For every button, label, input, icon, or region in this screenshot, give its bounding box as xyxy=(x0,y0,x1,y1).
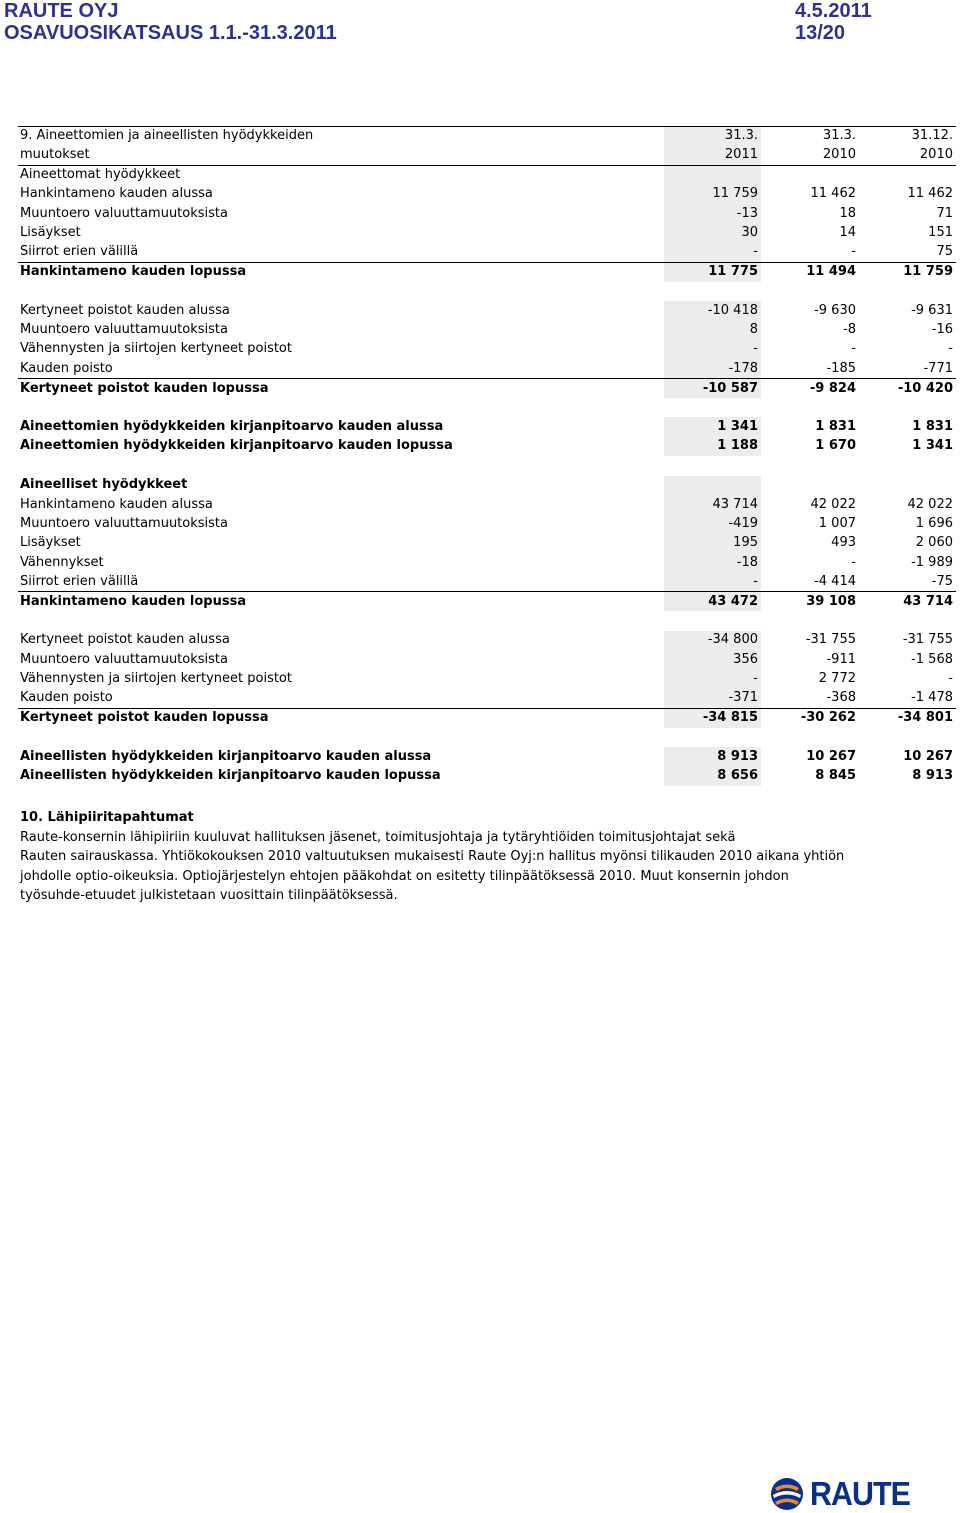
value-cell-col3: 10 267 xyxy=(903,748,953,764)
value-cell-col2: 39 108 xyxy=(806,593,856,609)
row-label: Kauden poisto xyxy=(18,689,664,708)
value-cell-col2 xyxy=(761,398,859,417)
value-cell-col2: 2010 xyxy=(761,146,859,165)
row-label: Aineettomien hyödykkeiden kirjanpitoarvo kauden lopussa xyxy=(20,438,453,454)
value-cell-col1: 31.3. xyxy=(664,127,761,146)
value-cell-col3: -75 xyxy=(859,572,956,591)
report-date: 4.5.2011 xyxy=(795,0,872,22)
value-cell-col1 xyxy=(664,456,761,475)
raute-globe-icon xyxy=(770,1477,804,1511)
spacer-row xyxy=(18,398,956,417)
table-row xyxy=(18,689,956,708)
value-cell-col3 xyxy=(859,456,956,475)
value-cell-col3 xyxy=(859,282,956,301)
value-cell-col1: 1 341 xyxy=(664,417,761,436)
table-row xyxy=(18,359,956,378)
value-cell-col2: -30 262 xyxy=(800,710,856,726)
value-cell-col3: -16 xyxy=(931,322,953,338)
row-label: Muuntoero valuuttamuutoksista xyxy=(20,322,228,338)
row-label: Hankintameno kauden alussa xyxy=(20,496,213,512)
value-cell-col2: -31 755 xyxy=(805,632,856,648)
row-label: Aineettomat hyödykkeet xyxy=(20,167,181,183)
related-parties-heading: 10. Lähipiiritapahtumat xyxy=(20,810,194,825)
row-label: Aineelliset hyödykkeet xyxy=(20,477,188,493)
raute-logo xyxy=(770,1477,910,1511)
value-cell-col3: 1 341 xyxy=(912,438,953,454)
value-cell-col2: - xyxy=(851,554,856,570)
value-cell-col3: 11 759 xyxy=(903,264,953,280)
table-row xyxy=(18,553,956,572)
related-parties-section xyxy=(20,808,900,906)
spacer-row xyxy=(18,282,956,301)
value-cell-col3: 11 462 xyxy=(907,186,953,202)
row-label: Vähennysten ja siirtojen kertyneet poistot xyxy=(20,671,292,687)
value-cell-col2: 18 xyxy=(839,205,856,221)
value-cell-col2: 8 845 xyxy=(815,768,856,784)
value-cell-col2 xyxy=(761,476,859,495)
value-cell-col1 xyxy=(664,611,761,630)
value-cell-col2: 11 494 xyxy=(806,264,856,280)
value-cell-col1: 30 xyxy=(664,223,761,242)
value-cell-col1: 356 xyxy=(664,650,761,669)
row-label: Hankintameno kauden lopussa xyxy=(20,593,247,609)
value-cell-col1: 195 xyxy=(664,534,761,553)
value-cell-col3 xyxy=(859,476,956,495)
row-label: Lisäykset xyxy=(20,535,81,551)
row-label xyxy=(18,611,664,630)
row-label: Muuntoero valuuttamuutoksista xyxy=(20,516,228,531)
row-label: Aineellisten hyödykkeiden kirjanpitoarvo kauden alussa xyxy=(20,748,432,764)
value-cell-col3: -9 631 xyxy=(911,302,953,318)
value-cell-col3: - xyxy=(948,341,953,357)
value-cell-col1 xyxy=(664,282,761,301)
row-label: Kertyneet poistot kauden lopussa xyxy=(20,710,269,726)
row-label: Hankintameno kauden alussa xyxy=(20,186,213,202)
value-cell-col2: 14 xyxy=(839,225,856,241)
value-cell-col1: -13 xyxy=(664,204,761,223)
table-row xyxy=(18,514,956,533)
value-cell-col1: 8 656 xyxy=(664,766,761,785)
value-cell-col2: -4 414 xyxy=(761,572,859,591)
row-label: Siirrot erien välillä xyxy=(18,572,664,591)
value-cell-col3: 1 696 xyxy=(915,516,953,531)
row-label xyxy=(18,282,664,301)
value-cell-col2: -9 824 xyxy=(809,380,856,396)
row-label xyxy=(18,728,664,747)
table-row xyxy=(18,204,956,223)
value-cell-col2: 11 462 xyxy=(810,186,856,202)
value-cell-col1 xyxy=(664,165,761,184)
section-heading-row xyxy=(18,165,956,184)
related-parties-line: Raute-konsernin lähipiiriin kuuluvat hallituksen jäsenet, toimitusjohtaja ja tytäryhtiöiden toimitusjohtajat sekä xyxy=(20,829,736,845)
table-row xyxy=(18,223,956,242)
value-cell-col3: 42 022 xyxy=(907,496,953,512)
company-name: RAUTE OYJ xyxy=(4,0,119,22)
asset-changes-table xyxy=(18,126,956,786)
page-number: 13/20 xyxy=(795,22,846,44)
table-header-row xyxy=(18,146,956,165)
logo-wordmark: RAUTE xyxy=(810,1475,910,1512)
value-cell-col2: 42 022 xyxy=(810,496,856,512)
value-cell-col3: -10 420 xyxy=(897,380,953,396)
row-label: Aineettomien hyödykkeiden kirjanpitoarvo kauden alussa xyxy=(20,419,444,435)
row-label: Kauden poisto xyxy=(18,359,664,378)
value-cell-col1: -34 800 xyxy=(664,631,761,650)
value-cell-col1: - xyxy=(664,572,761,591)
value-cell-col3: -1 568 xyxy=(911,651,953,667)
table-total-row xyxy=(18,262,956,281)
table-row xyxy=(18,495,956,514)
value-cell-col2: -185 xyxy=(761,359,859,378)
value-cell-col2: -911 xyxy=(826,651,856,667)
value-cell-col3 xyxy=(859,611,956,630)
value-cell-col1: 43 472 xyxy=(664,592,761,611)
value-cell-col3 xyxy=(859,165,956,184)
table-total-row xyxy=(18,708,956,727)
value-cell-col2: - xyxy=(851,341,856,357)
value-cell-col2: -368 xyxy=(761,689,859,708)
value-cell-col2: -8 xyxy=(843,322,856,338)
value-cell-col1: 2011 xyxy=(664,146,761,165)
spacer-row xyxy=(18,611,956,630)
row-label: 9. Aineettomien ja aineellisten hyödykkeiden xyxy=(18,127,664,146)
row-label: Kertyneet poistot kauden alussa xyxy=(20,302,230,318)
value-cell-col1 xyxy=(664,476,761,495)
table-row xyxy=(18,534,956,553)
value-cell-col1: 8 xyxy=(664,320,761,339)
value-cell-col1: -178 xyxy=(664,359,761,378)
table-row xyxy=(18,185,956,204)
spacer-row xyxy=(18,456,956,475)
asset-changes-table-body xyxy=(18,127,956,786)
table-row xyxy=(18,669,956,688)
value-cell-col1: 1 188 xyxy=(664,437,761,456)
value-cell-col2: 493 xyxy=(831,535,856,551)
value-cell-col3: - xyxy=(948,671,953,687)
value-cell-col2: 10 267 xyxy=(806,748,856,764)
row-label: Kertyneet poistot kauden alussa xyxy=(20,632,230,648)
section-heading-row xyxy=(18,476,956,495)
value-cell-col3: -771 xyxy=(859,359,956,378)
value-cell-col1: - xyxy=(664,669,761,688)
spacer-row xyxy=(18,728,956,747)
row-label: Kertyneet poistot kauden lopussa xyxy=(20,380,269,396)
row-label xyxy=(18,456,664,475)
value-cell-col3: 151 xyxy=(928,225,953,241)
value-cell-col3: -31 755 xyxy=(902,632,953,648)
row-label: Vähennykset xyxy=(20,554,104,570)
value-cell-col1: - xyxy=(664,340,761,359)
value-cell-col2 xyxy=(761,611,859,630)
value-cell-col1 xyxy=(664,398,761,417)
value-cell-col2 xyxy=(761,165,859,184)
value-cell-col2 xyxy=(761,282,859,301)
row-label: Hankintameno kauden lopussa xyxy=(20,264,247,280)
table-total-row xyxy=(18,379,956,398)
report-title: OSAVUOSIKATSAUS 1.1.-31.3.2011 xyxy=(4,22,337,44)
table-row xyxy=(18,650,956,669)
value-cell-col3: -1 989 xyxy=(911,554,953,570)
row-label xyxy=(18,398,664,417)
value-cell-col1: 11 775 xyxy=(664,262,761,281)
table-row xyxy=(18,243,956,262)
value-cell-col1: 11 759 xyxy=(664,185,761,204)
row-label: Siirrot erien välillä xyxy=(18,243,664,262)
book-value-row xyxy=(18,766,956,785)
book-value-row xyxy=(18,417,956,436)
value-cell-col1: -34 815 xyxy=(664,708,761,727)
related-parties-line: työsuhde-etuudet julkistetaan vuosittain tilinpäätöksessä. xyxy=(20,888,398,903)
book-value-row xyxy=(18,747,956,766)
value-cell-col3: 2 060 xyxy=(915,535,953,551)
value-cell-col3: 71 xyxy=(936,205,953,221)
value-cell-col1: -419 xyxy=(664,514,761,533)
table-row xyxy=(18,301,956,320)
row-label: Lisäykset xyxy=(20,225,81,241)
value-cell-col3 xyxy=(859,728,956,747)
value-cell-col3: 75 xyxy=(859,243,956,262)
row-label: Vähennysten ja siirtojen kertyneet poistot xyxy=(20,341,292,357)
related-parties-line: Rauten sairauskassa. Yhtiökokouksen 2010 valtuutuksen mukaisesti Raute Oyj:n hallitus myönsi tilikauden 2010 aikana yhtiön xyxy=(20,849,845,864)
table-row xyxy=(18,572,956,591)
value-cell-col2 xyxy=(761,456,859,475)
value-cell-col3: -1 478 xyxy=(859,689,956,708)
value-cell-col1 xyxy=(664,728,761,747)
value-cell-col3: 1 831 xyxy=(912,419,953,435)
table-row xyxy=(18,320,956,339)
value-cell-col3: -34 801 xyxy=(897,710,953,726)
value-cell-col2 xyxy=(761,728,859,747)
table-row xyxy=(18,631,956,650)
value-cell-col1: -18 xyxy=(664,553,761,572)
row-label: muutokset xyxy=(18,146,664,165)
value-cell-col3: 31.12. xyxy=(859,127,956,146)
value-cell-col3: 43 714 xyxy=(903,593,953,609)
table-title-row xyxy=(18,127,956,146)
value-cell-col2: 1 007 xyxy=(818,516,856,531)
value-cell-col1: -10 587 xyxy=(664,379,761,398)
value-cell-col2: 1 831 xyxy=(815,419,856,435)
value-cell-col1: - xyxy=(664,243,761,262)
value-cell-col1: 8 913 xyxy=(664,747,761,766)
related-parties-line: johdolle optio-oikeuksia. Optiojärjestelyn ehtojen pääkohdat on esitetty tilinpäätöksessä 2010. Muut konsernin johdon xyxy=(20,868,789,884)
row-label: Muuntoero valuuttamuutoksista xyxy=(20,651,228,667)
value-cell-col2: 2 772 xyxy=(818,671,856,687)
table-row xyxy=(18,340,956,359)
row-label: Muuntoero valuuttamuutoksista xyxy=(20,205,228,221)
value-cell-col1: -10 418 xyxy=(664,301,761,320)
value-cell-col2: - xyxy=(761,243,859,262)
value-cell-col1: -371 xyxy=(664,689,761,708)
book-value-row xyxy=(18,437,956,456)
value-cell-col3: 8 913 xyxy=(912,768,953,784)
table-total-row xyxy=(18,592,956,611)
value-cell-col1: 43 714 xyxy=(664,495,761,514)
row-label: Aineellisten hyödykkeiden kirjanpitoarvo kauden lopussa xyxy=(20,768,441,784)
value-cell-col2: 31.3. xyxy=(761,127,859,146)
value-cell-col2: 1 670 xyxy=(815,438,856,454)
value-cell-col2: -9 630 xyxy=(814,302,856,318)
value-cell-col3 xyxy=(859,398,956,417)
value-cell-col3: 2010 xyxy=(859,146,956,165)
